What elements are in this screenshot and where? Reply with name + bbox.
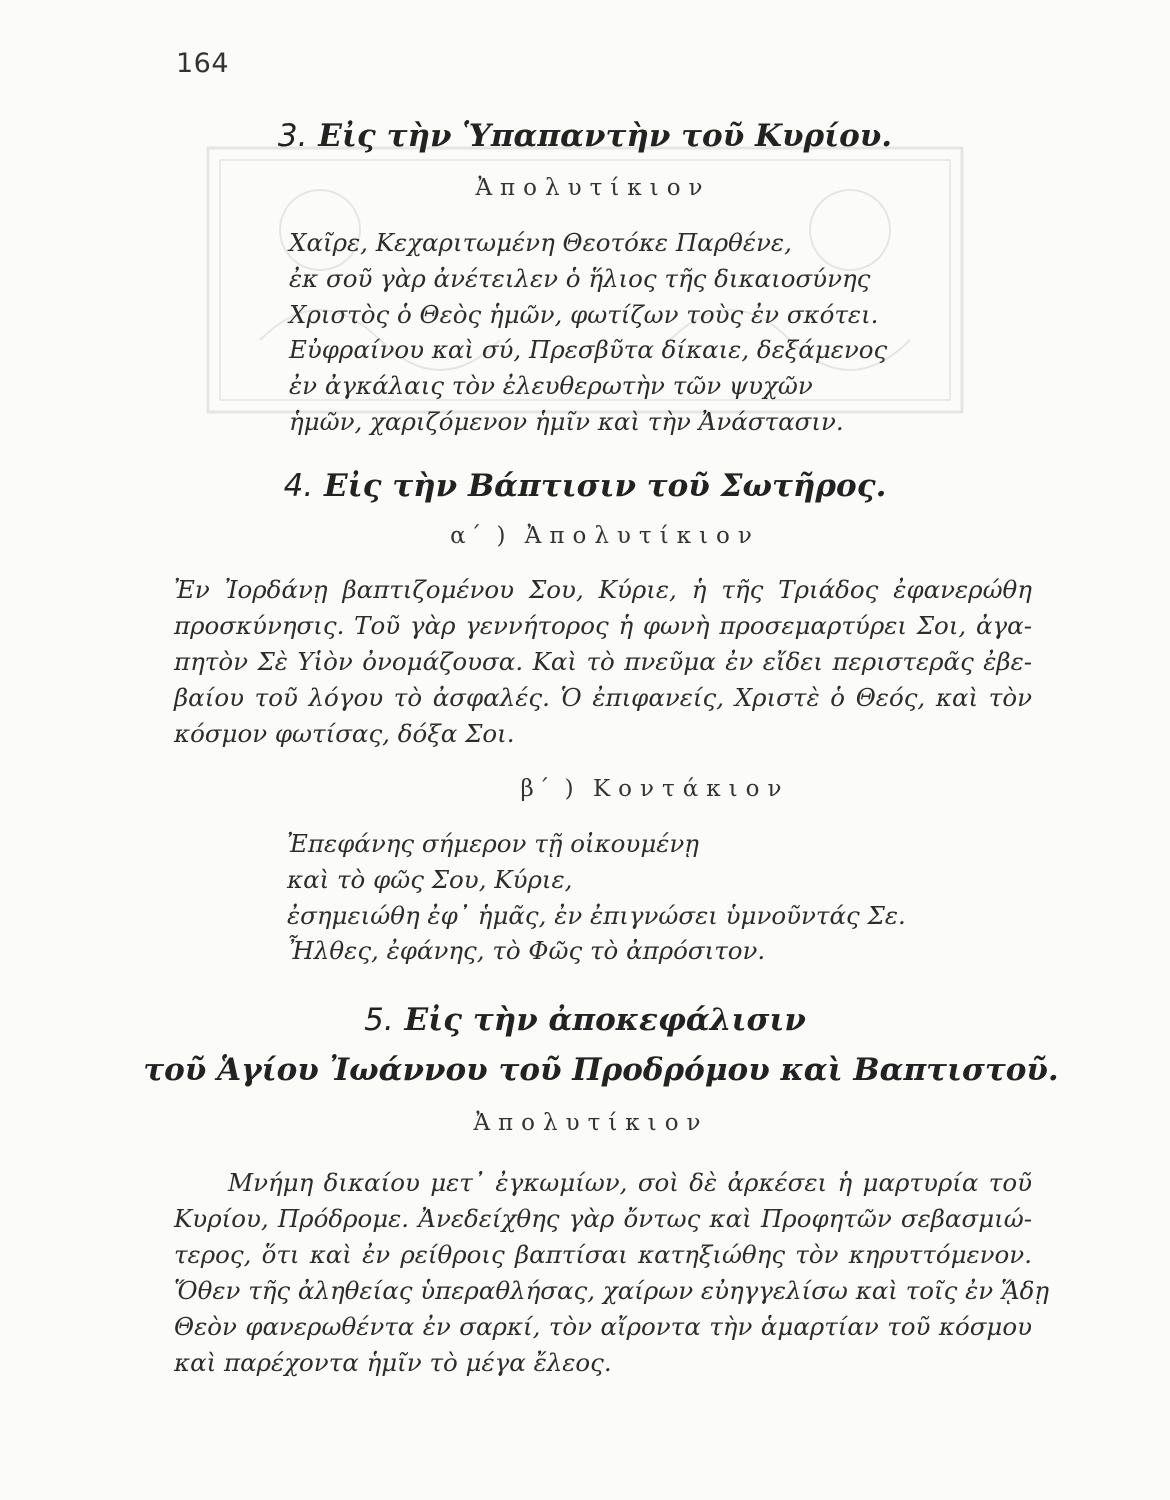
text-line: καὶ παρέχοντα ἡμῖν τὸ μέγα ἔλεος. [174,1348,612,1377]
section-heading [0,118,1170,154]
section-heading-line2 [0,1052,1170,1088]
section-title: Εἰς τὴν Βάπτισιν τοῦ Σωτῆρος. [323,468,887,504]
hymn-text [174,572,1032,752]
section-number: 5. [364,1002,394,1038]
verse-line: ἐσημειώθη ἐφ᾽ ἡμᾶς, ἐν ἐπιγνώσει ὑμνοῦντάς Σε. [287,900,906,930]
hymn-label: α΄ ) Ἀπολυτίκιον [450,523,760,549]
verse-line: Χριστὸς ὁ Θεὸς ἡμῶν, φωτίζων τοὺς ἐν σκότει. [289,299,879,329]
section-heading [0,1002,1170,1038]
verse-line: Εὐφραίνου καὶ σύ, Πρεσβῦτα δίκαιε, δεξάμενος [289,335,888,365]
section-heading [0,468,1170,504]
section-title: Εἰς τὴν Ὑπαπαντὴν τοῦ Κυρίου. [318,118,893,154]
text-line: πητὸν Σὲ Υἱὸν ὀνομάζουσα. Καὶ τὸ πνεῦμα ἐν εἴδει περιστερᾶς ἐβε- [174,647,1032,676]
verse-line: ἡμῶν, χαριζόμενον ἡμῖν καὶ τὴν Ἀνάστασιν. [289,406,844,436]
verse-line: Ἐπεφάνης σήμερον τῇ οἰκουμένῃ [287,829,699,858]
section-title: Εἰς τὴν ἀποκεφάλισιν [404,1002,806,1038]
text-line: Θεὸν φανερωθέντα ἐν σαρκί, τὸν αἴροντα τὴν ἁμαρτίαν τοῦ κόσμου [174,1312,1032,1341]
verse-line: Ἦλθες, ἐφάνης, τὸ Φῶς τὸ ἀπρόσιτον. [287,936,766,966]
section-number: 3. [277,118,308,154]
hymn-text [174,1165,1050,1381]
verse-line: ἐν ἀγκάλαις τὸν ἐλευθερωτὴν τῶν ψυχῶν [289,371,813,401]
verse-line: ἐκ σοῦ γὰρ ἀνέτειλεν ὁ ἥλιος τῆς δικαιοσύνης [289,263,871,293]
verse-line: καὶ τὸ φῶς Σου, Κύριε, [287,864,573,894]
verse-line: Χαῖρε, Κεχαριτωμένη Θεοτόκε Παρθένε, [289,228,792,257]
hymn-marker: β΄ ) [520,776,578,802]
text-line: Μνήμη δικαίου μετ᾽ ἐγκωμίων, σοὶ δὲ ἀρκέσει ἡ μαρτυρία τοῦ [228,1168,1032,1197]
text-line: Ἐν Ἰορδάνῃ βαπτιζομένου Σου, Κύριε, ἡ τῆς Τριάδος ἐφανερώθη [174,575,1032,604]
hymn-label: Ἀπολυτίκιον [473,1110,709,1136]
hymn-verse [289,225,887,440]
hymn-marker: α΄ ) [450,523,510,549]
section-number: 4. [283,468,314,504]
text-line: τερος, ὅτι καὶ ἐν ρείθροις βαπτίσαι κατηξιώθης τὸν κηρυττόμενον. [174,1240,1032,1269]
hymn-verse [287,826,906,969]
hymn-label: Ἀπολυτίκιον [475,175,711,201]
section-title-line2: τοῦ Ἁγίου Ἰωάννου τοῦ Προδρόμου καὶ Βαπτιστοῦ. [143,1052,1059,1088]
text-line: κόσμον φωτίσας, δόξα Σοι. [174,719,515,748]
text-line: Κυρίου, Πρόδρομε. Ἀνεδείχθης γὰρ ὄντως καὶ Προφητῶν σεβασμιώ- [174,1204,1032,1233]
text-line: Ὅθεν τῆς ἀληθείας ὑπεραθλήσας, χαίρων εὐηγγελίσω καὶ τοῖς ἐν ᾍδῃ [174,1276,1050,1305]
text-line: προσκύνησις. Τοῦ γὰρ γεννήτορος ἡ φωνὴ προσεμαρτύρει Σοι, ἀγα- [174,611,1032,640]
page-number: 164 [176,48,230,79]
hymn-label: β΄ ) Κοντάκιον [520,776,790,802]
text-line: βαίου τοῦ λόγου τὸ ἀσφαλές. Ὁ ἐπιφανείς, Χριστὲ ὁ Θεός, καὶ τὸν [174,683,1032,712]
